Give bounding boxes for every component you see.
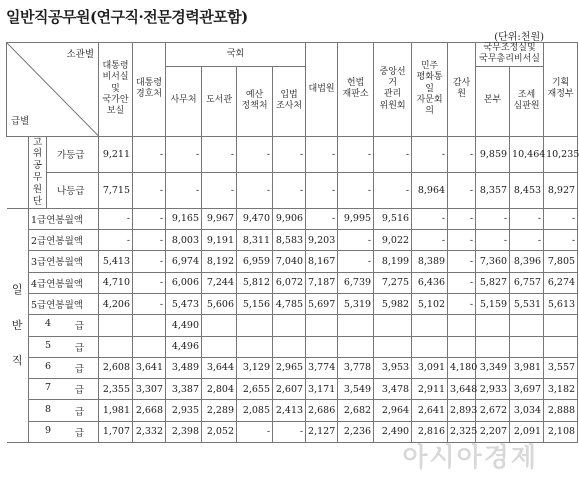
table-cell: 10,464 [510,136,544,172]
table-row [7,315,578,336]
table-cell: 2,052 [202,421,237,442]
table-cell: 2,682 [338,400,374,421]
corner-header [7,43,99,137]
table-cell: 4,496 [166,336,202,357]
grade-suffix: 급 [74,385,85,397]
table-cell: 3,697 [510,379,544,400]
row-label: 가등급 [47,136,99,172]
table-cell: - [412,136,448,172]
row-label [29,357,99,378]
table-cell [374,315,412,336]
col-secretariat: 사무처 [166,66,202,136]
table-cell: - [374,172,412,208]
table-cell: 9,995 [338,208,374,229]
grade-number: 4 [45,318,52,330]
row-label: 5급연봉월액 [29,293,99,314]
table-cell: - [237,172,273,208]
row-label [29,400,99,421]
table-cell: 4,206 [99,293,133,314]
row-label [29,315,99,336]
table-cell: 1,981 [99,400,133,421]
table-cell: 8,003 [166,230,202,251]
table-cell: 7,244 [202,272,237,293]
table-cell: 7,360 [476,251,510,272]
table-cell: - [166,136,202,172]
table-cell: - [374,136,412,172]
col-moef: 기획 재정부 [544,43,578,137]
watermark-logo: 아시아경제 [402,443,538,473]
table-cell: 2,289 [202,400,237,421]
table-cell: - [448,172,476,208]
col-const-court: 헌법 재판소 [338,43,374,137]
table-cell: - [448,251,476,272]
table-cell [476,336,510,357]
table-cell: 2,413 [273,400,306,421]
table-cell: 9,191 [202,230,237,251]
table-cell: 7,715 [99,172,133,208]
col-court: 대법원 [306,43,338,137]
table-cell: - [448,272,476,293]
table-cell: - [412,230,448,251]
table-row [7,293,578,314]
table-cell: 2,893 [448,400,476,421]
table-cell [133,336,166,357]
table-cell: 6,757 [510,272,544,293]
corner-top-label: 소관별 [66,49,95,60]
table-cell [202,336,237,357]
table-cell: 8,167 [306,251,338,272]
table-row [7,208,578,229]
table-row [7,251,578,272]
table-cell: 3,774 [306,357,338,378]
table-cell: 2,965 [273,357,306,378]
table-cell [306,336,338,357]
table-cell: - [133,293,166,314]
table-cell: - [202,172,237,208]
col-security: 대통령 경호처 [133,43,166,137]
group-senior-label [7,136,29,208]
grade-suffix: 급 [74,321,85,333]
table-cell [374,336,412,357]
table-cell: - [202,136,237,172]
table-cell: 8,453 [510,172,544,208]
table-cell: 4,710 [99,272,133,293]
table-cell: 9,022 [374,230,412,251]
table-cell: 3,182 [544,379,578,400]
table-cell [510,315,544,336]
table-cell: 4,490 [166,315,202,336]
table-cell: - [133,272,166,293]
table-cell [99,336,133,357]
col-library: 도서관 [202,66,237,136]
table-cell: - [166,172,202,208]
table-cell: - [133,208,166,229]
table-cell: - [306,172,338,208]
table-cell: 1,707 [99,421,133,442]
table-cell: 6,974 [166,251,202,272]
table-cell: 9,967 [202,208,237,229]
col-pres-sec: 대통령 비서실및 국가안보실 [99,43,133,137]
table-cell [202,315,237,336]
grade-number: 5 [45,339,52,351]
table-cell: 7,040 [273,251,306,272]
col-tax-tribunal: 조세 심판원 [510,66,544,136]
table-cell [412,336,448,357]
table-cell: 8,964 [412,172,448,208]
row-label [29,421,99,442]
corner-bottom-label: 급별 [11,115,30,127]
table-cell: 2,686 [306,400,338,421]
table-cell [544,315,578,336]
table-cell: 8,192 [202,251,237,272]
table-cell: 2,207 [476,421,510,442]
table-row [7,379,578,400]
col-unification: 민주 평화통일 자문회의 [412,43,448,137]
table-cell: - [133,136,166,172]
table-cell: 5,827 [476,272,510,293]
table-cell: 5,413 [99,251,133,272]
table-cell: 2,127 [306,421,338,442]
table-cell: 2,398 [166,421,202,442]
table-cell: - [273,136,306,172]
table-cell: 5,159 [476,293,510,314]
table-cell: 7,275 [374,272,412,293]
table-cell: - [306,136,338,172]
row-label: 3급연봉월액 [29,251,99,272]
table-cell: 2,085 [237,400,273,421]
table-cell: - [237,421,273,442]
table-row [7,272,578,293]
table-cell [448,315,476,336]
table-cell: 2,607 [273,379,306,400]
table-cell: 9,165 [166,208,202,229]
table-row [7,400,578,421]
table-row [7,136,578,172]
table-cell: - [448,136,476,172]
row-label: 4급연봉월액 [29,272,99,293]
table-cell [273,315,306,336]
table-cell: 2,490 [374,421,412,442]
table-cell: 3,387 [166,379,202,400]
table-cell: 2,964 [374,400,412,421]
table-cell: 3,129 [237,357,273,378]
table-cell: 3,549 [338,379,374,400]
table-cell: - [338,230,374,251]
table-cell [306,315,338,336]
grade-suffix: 급 [74,342,85,354]
table-cell: 3,644 [202,357,237,378]
table-cell: 3,091 [412,357,448,378]
table-cell: 10,235 [544,136,578,172]
table-cell [237,336,273,357]
table-cell: 2,804 [202,379,237,400]
table-cell: 8,389 [412,251,448,272]
table-cell: - [448,230,476,251]
row-label [29,336,99,357]
table-cell [99,315,133,336]
table-cell: 2,888 [544,400,578,421]
table-cell: - [412,208,448,229]
col-opm-main: 본부 [476,66,510,136]
table-cell: 3,557 [544,357,578,378]
table-cell: 8,311 [237,230,273,251]
table-cell: 5,697 [306,293,338,314]
table-cell: - [133,251,166,272]
table-cell: 6,739 [338,272,374,293]
table-cell: 8,396 [510,251,544,272]
row-label [29,379,99,400]
table-cell: - [510,230,544,251]
group-general-label: 일 반 직 [7,208,29,442]
table-cell: - [99,230,133,251]
table-cell: - [237,136,273,172]
table-cell: 5,613 [544,293,578,314]
table-cell: - [133,230,166,251]
table-cell: 8,927 [544,172,578,208]
table-cell: - [448,293,476,314]
col-audit: 감사원 [448,43,476,137]
table-cell: 2,933 [476,379,510,400]
table-cell: 6,274 [544,272,578,293]
table-cell: 3,034 [510,400,544,421]
grade-suffix: 급 [74,363,85,375]
table-cell: 5,606 [202,293,237,314]
unit-label: (단위:천원) [494,32,544,43]
page-title: 일반직공무원(연구직·전문경력관포함) [6,8,248,26]
table-cell: - [338,172,374,208]
table-cell: - [448,208,476,229]
table-cell: 3,478 [374,379,412,400]
table-cell: 3,489 [166,357,202,378]
table-cell: 5,531 [510,293,544,314]
table-cell: 3,349 [476,357,510,378]
table-cell: 2,672 [476,400,510,421]
table-cell [338,336,374,357]
table-cell: 9,516 [374,208,412,229]
table-cell: 2,816 [412,421,448,442]
table-row [7,357,578,378]
table-cell: 3,648 [448,379,476,400]
table-cell: 6,072 [273,272,306,293]
grade-number: 7 [45,382,52,394]
table-cell: 6,006 [166,272,202,293]
table-cell: 4,180 [448,357,476,378]
table-cell [476,315,510,336]
table-cell: 3,953 [374,357,412,378]
table-row [7,172,578,208]
table-cell [544,336,578,357]
table-cell: 2,608 [99,357,133,378]
table-cell: 2,325 [448,421,476,442]
grade-suffix: 급 [74,406,85,418]
table-cell: 9,211 [99,136,133,172]
table-cell: 2,091 [510,421,544,442]
table-cell: 4,785 [273,293,306,314]
table-cell: 9,859 [476,136,510,172]
table-cell [338,315,374,336]
table-cell: 2,935 [166,400,202,421]
grade-suffix: 급 [74,427,85,439]
table-cell: 7,187 [306,272,338,293]
table-cell: 3,307 [133,379,166,400]
table-cell: - [510,208,544,229]
table-cell: 5,812 [237,272,273,293]
table-cell: - [99,208,133,229]
table-cell: 5,156 [237,293,273,314]
table-cell: 5,319 [338,293,374,314]
table-cell: 3,778 [338,357,374,378]
table-cell [412,315,448,336]
col-budget-office: 예산 정책처 [237,66,273,136]
row-label: 1급연봉월액 [29,208,99,229]
table-cell: 9,470 [237,208,273,229]
table-cell [133,315,166,336]
table-row [7,230,578,251]
table-cell: 8,199 [374,251,412,272]
table-cell: - [476,208,510,229]
table-cell [273,336,306,357]
grade-number: 8 [45,403,52,415]
table-cell: 2,236 [338,421,374,442]
col-research-service: 입법 조사처 [273,66,306,136]
table-cell: - [273,172,306,208]
table-cell: 9,203 [306,230,338,251]
table-cell: 6,959 [237,251,273,272]
table-body [7,136,578,443]
table-cell: 3,981 [510,357,544,378]
table-cell: 5,473 [166,293,202,314]
table-cell [237,315,273,336]
table-cell: - [273,421,306,442]
grade-number: 9 [45,424,52,436]
table-cell: 2,108 [544,421,578,442]
group-senior-sub: 고 위 공 무 원 단 [29,136,47,208]
table-cell: - [306,208,338,229]
table-cell: 5,982 [374,293,412,314]
table-cell: - [338,136,374,172]
table-cell: 3,171 [306,379,338,400]
col-opm: 국무조정실및 국무총리비서실 [476,43,544,67]
table-cell: 7,805 [544,251,578,272]
table-cell: - [133,172,166,208]
table-cell: - [544,208,578,229]
table-cell: 8,583 [273,230,306,251]
table-cell: 2,332 [133,421,166,442]
table-cell [510,336,544,357]
table-cell: 3,641 [133,357,166,378]
salary-table [6,42,578,443]
table-cell: 2,355 [99,379,133,400]
table-cell: 2,668 [133,400,166,421]
row-label: 2급연봉월액 [29,230,99,251]
table-cell: 9,906 [273,208,306,229]
table-cell: 2,911 [412,379,448,400]
table-cell: - [544,230,578,251]
table-cell: - [476,230,510,251]
row-label: 나등급 [47,172,99,208]
table-row [7,336,578,357]
table-cell: 2,641 [412,400,448,421]
grade-number: 6 [45,360,52,372]
table-cell: 5,102 [412,293,448,314]
col-nec: 중앙선거 관리 위원회 [374,43,412,137]
table-cell: 6,436 [412,272,448,293]
table-cell: - [338,251,374,272]
table-cell: 8,357 [476,172,510,208]
col-assembly: 국회 [166,43,306,67]
table-cell: 2,655 [237,379,273,400]
table-cell [448,336,476,357]
